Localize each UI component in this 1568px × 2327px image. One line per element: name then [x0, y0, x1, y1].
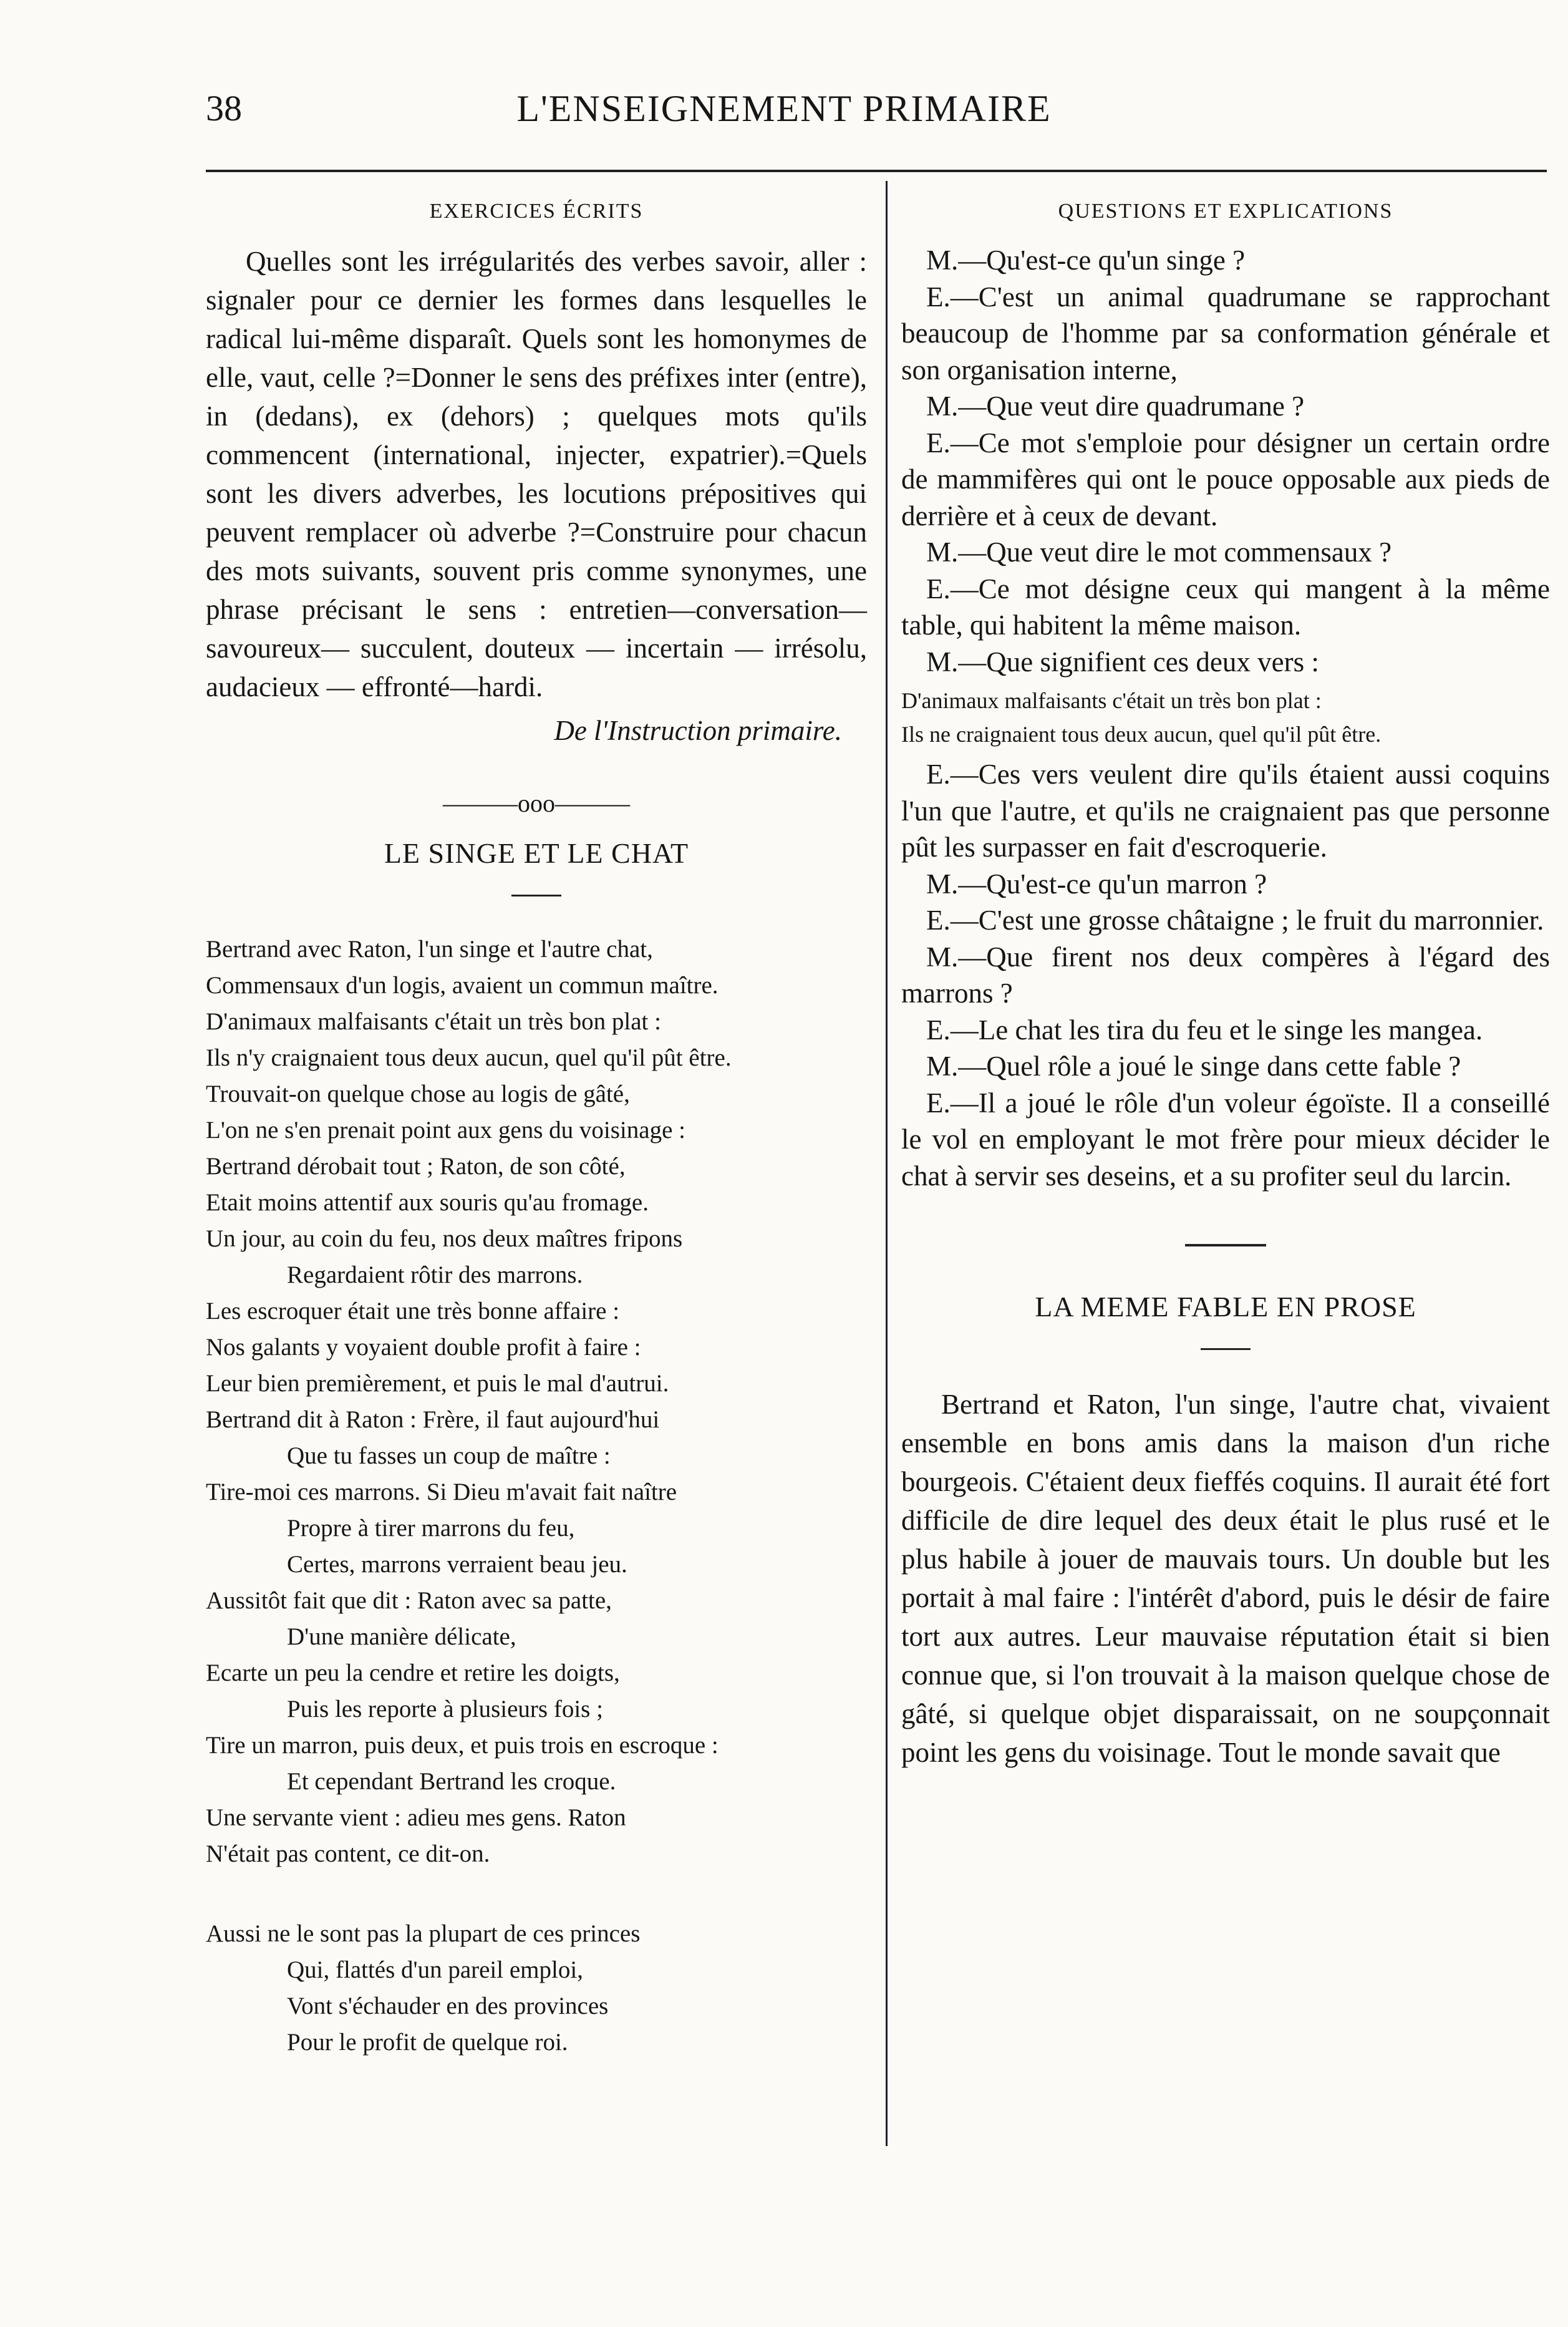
poem-line: Regardaient rôtir des marrons.	[287, 1261, 583, 1288]
right-column	[901, 187, 1550, 1772]
poem-line: Puis les reporte à plusieurs fois ;	[287, 1696, 603, 1722]
qa-entry: E.—Ces vers veulent dire qu'ils étaient aussi coquins l'un que l'autre, et qu'ils ne craignaient pas que personne pût les surpasser en fait d'escroquerie.	[901, 759, 1550, 863]
questions-heading: QUESTIONS ET EXPLICATIONS	[1058, 200, 1393, 223]
qa-entry: E.—C'est un animal quadrumane se rapprochant beaucoup de l'homme par sa conformation générale et son organisation interne,	[901, 281, 1550, 386]
poem-stanza-2	[206, 1916, 867, 2061]
poem-line: Un jour, au coin du feu, nos deux maîtres fripons	[206, 1225, 683, 1252]
qa-entry: M.—Que veut dire quadrumane ?	[926, 391, 1305, 422]
poem-line: Vont s'échauder en des provinces	[287, 1993, 609, 2019]
page-header	[0, 87, 1568, 143]
poem-line: N'était pas content, ce dit-on.	[206, 1840, 490, 1867]
poem-line: Que tu fasses un coup de maître :	[287, 1442, 611, 1469]
poem-line: Pour le profit de quelque roi.	[287, 2029, 568, 2056]
poem-line: Etait moins attentif aux souris qu'au fromage.	[206, 1189, 649, 1216]
stanza-gap	[206, 1872, 867, 1916]
left-column	[206, 187, 867, 2061]
page-number: 38	[206, 88, 242, 129]
qa-entry: M.—Quel rôle a joué le singe dans cette fable ?	[926, 1051, 1461, 1082]
poem-line: Commensaux d'un logis, avaient un commun maître.	[206, 972, 719, 999]
poem-line: Aussitôt fait que dit : Raton avec sa patte,	[206, 1587, 612, 1614]
poem-line: Bertrand dit à Raton : Frère, il faut aujourd'hui	[206, 1406, 660, 1433]
title-dash	[511, 895, 561, 896]
qa-entry: E.—Il a joué le rôle d'un voleur égoïste. Il a conseillé le vol en employant le mot frère pour mieux décider le chat à servir ses deseins, et a su profiter seul du larcin.	[901, 1087, 1550, 1192]
qa-entry: M.—Qu'est-ce qu'un singe ?	[926, 245, 1246, 276]
qa-entry: M.—Que veut dire le mot commensaux ?	[926, 537, 1392, 568]
qa-entry: E.—Ce mot désigne ceux qui mangent à la même table, qui habitent la même maison.	[901, 573, 1550, 641]
qa-entry: E.—C'est une grosse châtaigne ; le fruit du marronnier.	[926, 905, 1544, 936]
poem-line: Aussi ne le sont pas la plupart de ces princes	[206, 1920, 641, 1947]
qa-entry: M.—Que firent nos deux compères à l'égard des marrons ?	[901, 941, 1550, 1009]
poem-line: Qui, flattés d'un pareil emploi,	[287, 1956, 583, 1983]
poem-line: Nos galants y voyaient double profit à faire :	[206, 1334, 641, 1361]
quoted-verse: Ils ne craignaient tous deux aucun, quel qu'il pût être.	[901, 722, 1382, 747]
poem-line: Tire un marron, puis deux, et puis trois en escroque :	[206, 1732, 719, 1759]
ornament-divider: ———ooo———	[443, 789, 630, 817]
section-dash	[1185, 1244, 1266, 1246]
exercise-paragraph: Quelles sont les irrégularités des verbes savoir, aller : signaler pour ce dernier les formes dans lesquelles le radical lui-même disparaît. Quels sont les homonymes de elle, vaut, celle ?=Donner le sens des préfixes inter (entre), in (dedans), ex (dehors) ; quelques mots qu'ils commencent (international, injecter, expatrier).=Quels sont les divers adverbes, les locutions prépositives qui peuvent remplacer où adverbe ?=Construire pour chacun des mots suivants, souvent pris comme synonymes, une phrase précisant le sens : entretien—conversation—savoureux— succulent, douteux — incertain — irrésolu, audacieux — effronté—hardi.	[206, 246, 867, 702]
poem-line: Les escroquer était une très bonne affaire :	[206, 1298, 620, 1324]
quoted-verses	[901, 684, 1550, 751]
column-divider	[886, 181, 888, 2146]
poem-line: D'une manière délicate,	[287, 1623, 516, 1650]
fable-title: LE SINGE ET LE CHAT	[384, 837, 689, 869]
poem-line: Une servante vient : adieu mes gens. Raton	[206, 1804, 626, 1831]
prose-title-dash	[1201, 1348, 1251, 1350]
poem-line: Trouvait-on quelque chose au logis de gâté,	[206, 1081, 630, 1107]
poem-line: Et cependant Bertrand les croque.	[287, 1768, 616, 1795]
poem-line: Leur bien premièrement, et puis le mal d'autrui.	[206, 1370, 669, 1397]
poem-line: Bertrand avec Raton, l'un singe et l'autre chat,	[206, 936, 653, 963]
header-rule	[206, 170, 1547, 172]
prose-title: LA MEME FABLE EN PROSE	[1035, 1291, 1416, 1323]
qa-entry: E.—Ce mot s'emploie pour désigner un certain ordre de mammifères qui ont le pouce opposable aux pieds de derrière et à ceux de devant.	[901, 427, 1550, 532]
journal-title: L'ENSEIGNEMENT PRIMAIRE	[516, 88, 1052, 129]
poem-stanza-1	[206, 931, 867, 1872]
exercises-heading: EXERCICES ÉCRITS	[429, 200, 644, 223]
qa-block	[901, 242, 1550, 680]
poem-line: L'on ne s'en prenait point aux gens du voisinage :	[206, 1117, 685, 1144]
qa-block-continued	[901, 756, 1550, 1194]
qa-entry: M.—Que signifient ces deux vers :	[926, 646, 1319, 678]
attribution: De l'Instruction primaire.	[554, 715, 842, 746]
poem-line: Propre à tirer marrons du feu,	[287, 1515, 575, 1542]
prose-paragraph: Bertrand et Raton, l'un singe, l'autre chat, vivaient ensemble en bons amis dans la maison d'un riche bourgeois. C'étaient deux fieffés coquins. Il aurait été fort difficile de dire lequel des deux était le plus rusé et le plus habile à jouer de mauvais tours. Un double but les portait à mal faire : l'intérêt d'abord, puis le désir de faire tort aux autres. Leur mauvaise réputation était si bien connue que, si l'on trouvait à la maison quelque chose de gâté, si quelque objet disparaissait, on ne soupçonnait point les gens du voisinage. Tout le monde savait que	[901, 1389, 1550, 1768]
qa-entry: M.—Qu'est-ce qu'un marron ?	[926, 868, 1267, 900]
poem-line: Certes, marrons verraient beau jeu.	[287, 1551, 627, 1578]
quoted-verse: D'animaux malfaisants c'était un très bon plat :	[901, 688, 1322, 713]
poem-line: Bertrand dérobait tout ; Raton, de son côté,	[206, 1153, 626, 1180]
poem-line: D'animaux malfaisants c'était un très bon plat :	[206, 1008, 661, 1035]
poem-line: Ils n'y craignaient tous deux aucun, quel qu'il pût être.	[206, 1044, 732, 1071]
qa-entry: E.—Le chat les tira du feu et le singe les mangea.	[926, 1014, 1483, 1046]
poem-line: Ecarte un peu la cendre et retire les doigts,	[206, 1659, 620, 1686]
fable-poem	[206, 931, 867, 2061]
poem-line: Tire-moi ces marrons. Si Dieu m'avait fait naître	[206, 1479, 677, 1505]
